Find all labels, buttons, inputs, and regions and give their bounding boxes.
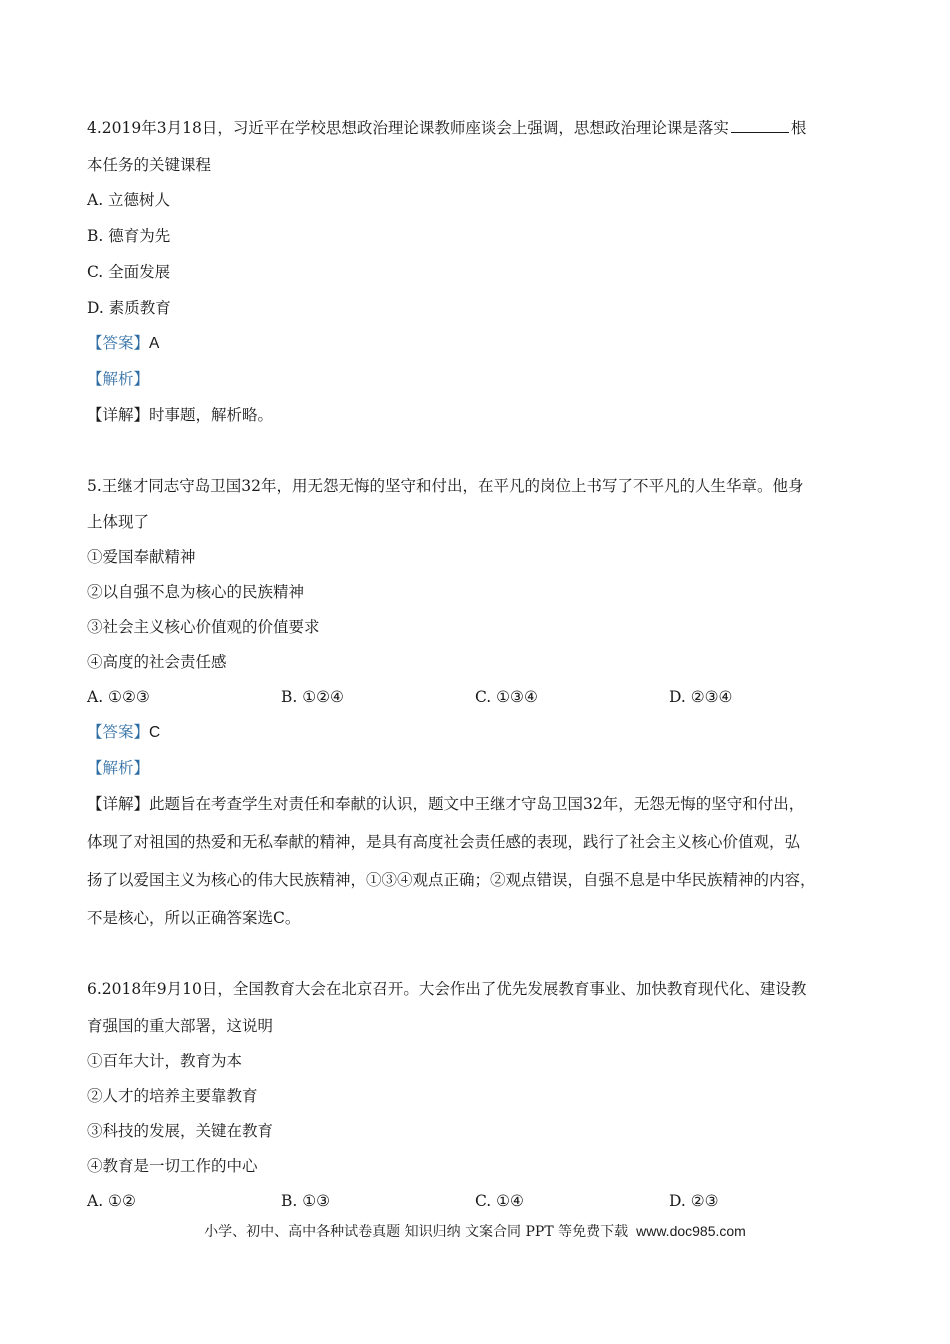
q4-option-b: B. 德育为先 bbox=[87, 227, 171, 245]
q5-item-3: ③社会主义核心价值观的价值要求 bbox=[87, 618, 320, 636]
q5-item-2: ②以自强不息为核心的民族精神 bbox=[87, 583, 305, 601]
footer-text: 小学、初中、高中各种试卷真题 知识归纳 文案合同 PPT 等免费下载 bbox=[204, 1224, 629, 1240]
q5-detail-line4: 不是核心，所以正确答案选C。 bbox=[87, 909, 301, 927]
q6-option-a: A. ①② bbox=[87, 1192, 136, 1210]
q5-analysis-label: 【解析】 bbox=[87, 759, 150, 777]
q6-item-3: ③科技的发展，关键在教育 bbox=[87, 1122, 274, 1140]
q6-item-4: ④教育是一切工作的中心 bbox=[87, 1157, 258, 1175]
q4-option-d: D. 素质教育 bbox=[87, 299, 171, 317]
q6-option-c: C. ①④ bbox=[475, 1192, 524, 1210]
q4-answer bbox=[87, 333, 159, 354]
q5-option-b: B. ①②④ bbox=[281, 688, 344, 706]
q5-stem-line2: 上体现了 bbox=[87, 513, 150, 531]
answer-value: A bbox=[149, 335, 160, 352]
q5-stem-line1: 5.王继才同志守岛卫国32年，用无怨无悔的坚守和付出，在平凡的岗位上书写了不平凡的人生华章。他身 bbox=[87, 477, 804, 495]
q4-stem-tail: 根 bbox=[790, 119, 807, 137]
q4-option-c: C. 全面发展 bbox=[87, 263, 171, 281]
q5-option-c: C. ①③④ bbox=[475, 688, 538, 706]
footer-url[interactable]: www.doc985.com bbox=[636, 1223, 746, 1239]
q6-item-2: ②人才的培养主要靠教育 bbox=[87, 1087, 258, 1105]
q6-stem-line2: 育强国的重大部署，这说明 bbox=[87, 1017, 274, 1035]
q6-option-b: B. ①③ bbox=[281, 1192, 331, 1210]
q4-detail: 【详解】时事题，解析略。 bbox=[87, 406, 274, 424]
page-footer bbox=[0, 1221, 950, 1241]
answer-label: 【答案】 bbox=[87, 334, 150, 352]
q5-item-1: ①爱国奉献精神 bbox=[87, 548, 196, 566]
q4-blank bbox=[731, 118, 789, 133]
q4-option-a: A. 立德树人 bbox=[87, 191, 171, 209]
q4-stem-line1 bbox=[87, 118, 806, 138]
q5-item-4: ④高度的社会责任感 bbox=[87, 653, 227, 671]
answer-label: 【答案】 bbox=[87, 723, 150, 741]
q5-option-d: D. ②③④ bbox=[669, 688, 733, 706]
q6-option-d: D. ②③ bbox=[669, 1192, 719, 1210]
q4-analysis-label: 【解析】 bbox=[87, 370, 150, 388]
q5-detail-line1: 【详解】此题旨在考查学生对责任和奉献的认识，题文中王继才守岛卫国32年，无怨无悔的坚守和付出， bbox=[87, 795, 805, 813]
q4-stem-text: 4.2019年3月18日，习近平在学校思想政治理论课教师座谈会上强调，思想政治理论课是落实 bbox=[87, 119, 729, 137]
answer-value: C bbox=[149, 724, 161, 741]
q6-item-1: ①百年大计，教育为本 bbox=[87, 1052, 243, 1070]
q4-stem-line2: 本任务的关键课程 bbox=[87, 156, 212, 174]
q5-option-a: A. ①②③ bbox=[87, 688, 150, 706]
q6-stem-line1: 6.2018年9月10日，全国教育大会在北京召开。大会作出了优先发展教育事业、加快教育现代化、建设教 bbox=[87, 980, 807, 998]
q5-answer bbox=[87, 722, 160, 743]
q5-detail-line2: 体现了对祖国的热爱和无私奉献的精神，是具有高度社会责任感的表现，践行了社会主义核心价值观，弘 bbox=[87, 833, 801, 851]
q5-detail-line3: 扬了以爱国主义为核心的伟大民族精神，①③④观点正确；②观点错误，自强不息是中华民族精神的内容， bbox=[87, 871, 816, 889]
